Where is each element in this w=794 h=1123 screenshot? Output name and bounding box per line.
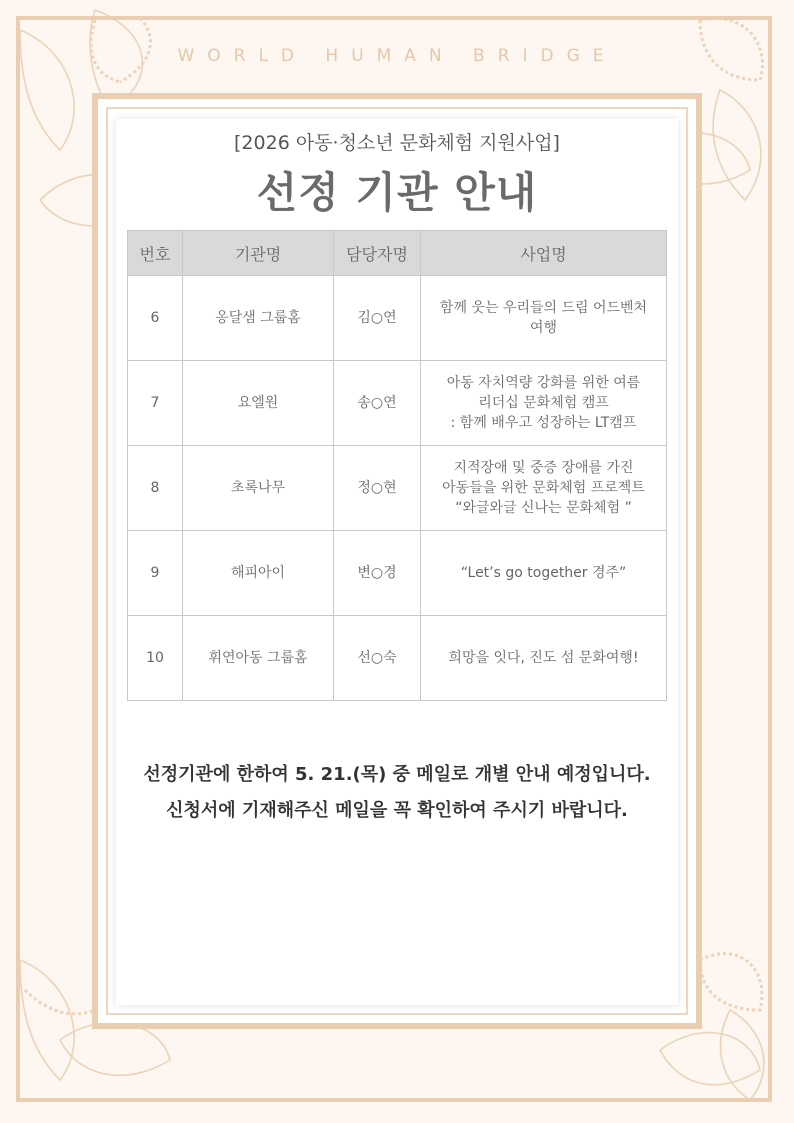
cell-no: 10: [128, 616, 183, 701]
cell-manager: 변○경: [334, 531, 421, 616]
cell-org: 요엘원: [183, 361, 334, 446]
cell-project: 희망을 잇다, 진도 섬 문화여행!: [421, 616, 667, 701]
notice-line-1: 선정기관에 한하여 5. 21.(목) 중 메일로 개별 안내 예정입니다.: [143, 764, 651, 785]
cell-project: 지적장애 및 중증 장애를 가진 아동들을 위한 문화체험 프로젝트 “와글와글 신나는 문화체험 ”: [421, 446, 667, 531]
table-row: [128, 531, 667, 616]
table-row: [128, 446, 667, 531]
column-header-no: 번호: [128, 231, 183, 276]
table-header-row: [128, 231, 667, 276]
cell-org: 옹달샘 그룹홈: [183, 276, 334, 361]
cell-no: 6: [128, 276, 183, 361]
notice-line-2: 신청서에 기재해주신 메일을 꼭 확인하여 주시기 바랍니다.: [166, 800, 628, 821]
table-row: [128, 616, 667, 701]
cell-manager: 선○숙: [334, 616, 421, 701]
cell-project: 함께 웃는 우리들의 드림 어드벤처 여행: [421, 276, 667, 361]
page-title: 선정 기관 안내: [256, 168, 538, 217]
cell-manager: 김○연: [334, 276, 421, 361]
selection-table: [127, 230, 667, 701]
cell-project: “Let’s go together 경주”: [421, 531, 667, 616]
cell-org: 초록나무: [183, 446, 334, 531]
cell-manager: 송○연: [334, 361, 421, 446]
column-header-manager: 담당자명: [334, 231, 421, 276]
cell-no: 8: [128, 446, 183, 531]
cell-project: 아동 자치역량 강화를 위한 여름 리더십 문화체험 캠프 : 함께 배우고 성장하는 LT캠프: [421, 361, 667, 446]
page-subtitle: [2026 아동·청소년 문화체험 지원사업]: [234, 132, 560, 154]
brand-text: WORLD HUMAN BRIDGE: [177, 46, 617, 66]
cell-org: 휘연아동 그룹홈: [183, 616, 334, 701]
cell-org: 해피아이: [183, 531, 334, 616]
cell-manager: 정○현: [334, 446, 421, 531]
cell-no: 9: [128, 531, 183, 616]
table-row: [128, 361, 667, 446]
cell-no: 7: [128, 361, 183, 446]
column-header-org: 기관명: [183, 231, 334, 276]
column-header-project: 사업명: [421, 231, 667, 276]
table-row: [128, 276, 667, 361]
